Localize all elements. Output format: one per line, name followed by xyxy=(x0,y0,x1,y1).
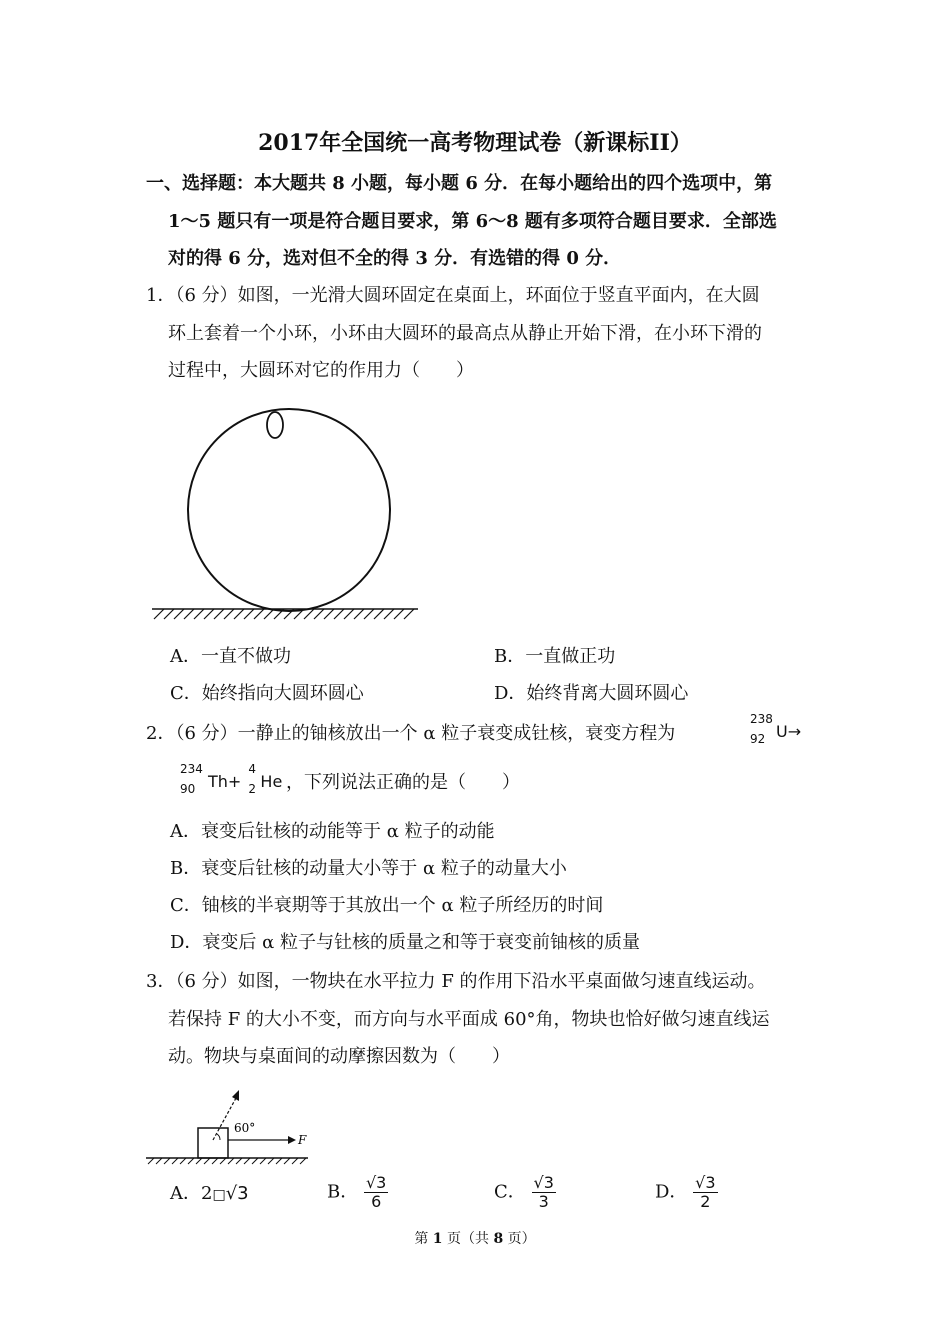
q1-stem-line-2: 环上套着一个小环，小环由大圆环的最高点从静止开始下滑，在小环下滑的 xyxy=(168,323,762,344)
thorium-mass-number: 234 xyxy=(180,762,203,776)
q1-option-a: A．一直不做功 xyxy=(170,646,291,667)
helium-symbol: He xyxy=(260,772,283,791)
angle-arc xyxy=(217,1134,220,1140)
q3-option-d-prefix: D． xyxy=(655,1181,688,1203)
q1-option-b: B．一直做正功 xyxy=(494,646,616,667)
page-footer xyxy=(0,1228,950,1248)
force-label: F xyxy=(298,1133,307,1147)
angle-label: 60° xyxy=(234,1121,256,1135)
q3-option-c-numerator: √3 xyxy=(533,1173,554,1192)
q2-stem-line-2: ，下列说法正确的是（ ） xyxy=(286,772,520,793)
q2-option-a: A．衰变后钍核的动能等于 α 粒子的动能 xyxy=(170,821,495,842)
section-instructions-line-3: 对的得 6 分，选对但不全的得 3 分．有选错的得 0 分． xyxy=(168,248,622,269)
q2-option-d: D．衰变后 α 粒子与钍核的质量之和等于衰变前铀核的质量 xyxy=(170,932,641,953)
q1-stem-line-3: 过程中，大圆环对它的作用力（ ） xyxy=(168,360,474,381)
footer-page-number: 1 xyxy=(432,1231,443,1247)
page-title: 2017年全国统一高考物理试卷（新课标II） xyxy=(258,130,692,156)
q3-option-a-box: □ xyxy=(212,1187,226,1203)
q1-option-d: D．始终背离大圆环圆心 xyxy=(494,683,689,704)
q3-stem-line-3: 动。物块与桌面间的动摩擦因数为（ ） xyxy=(168,1046,510,1067)
thorium-atomic-number: 90 xyxy=(180,782,196,796)
q3-option-d-numerator: √3 xyxy=(695,1173,716,1192)
large-ring xyxy=(188,409,390,611)
section-instructions-line-1: 一、选择题：本大题共 8 小题，每小题 6 分．在每小题给出的四个选项中，第 xyxy=(146,173,773,194)
q3-option-c-fraction xyxy=(532,1174,556,1211)
q3-option-b xyxy=(327,1174,388,1211)
q3-option-d-denominator: 2 xyxy=(700,1192,711,1211)
q1-option-c: C．始终指向大圆环圆心 xyxy=(170,683,364,704)
q3-option-c-prefix: C． xyxy=(494,1181,526,1203)
uranium-isotope xyxy=(750,712,802,752)
q3-option-c-denominator: 3 xyxy=(538,1192,549,1211)
q3-option-d xyxy=(655,1174,718,1211)
small-ring xyxy=(267,412,283,438)
decay-arrow: → xyxy=(787,722,802,741)
q3-option-b-denominator: 6 xyxy=(371,1192,382,1211)
helium-atomic-number: 2 xyxy=(248,782,257,796)
horizontal-force-arrowhead xyxy=(288,1136,296,1144)
q3-block-force-figure xyxy=(140,1084,320,1168)
q3-option-b-prefix: B． xyxy=(327,1181,359,1203)
q3-option-a xyxy=(170,1182,249,1207)
helium-mass-number: 4 xyxy=(248,762,257,776)
q1-circle-ring-figure xyxy=(140,400,430,628)
q3-stem-line-2: 若保持 F 的大小不变，而方向与水平面成 60°角，物块也恰好做匀速直线运 xyxy=(168,1009,770,1030)
footer-prefix: 第 xyxy=(414,1231,433,1247)
q3-option-a-prefix: A．2 xyxy=(170,1183,213,1204)
footer-total-pages: 8 xyxy=(493,1231,504,1247)
q1-stem-line-1: 1．（6 分）如图，一光滑大圆环固定在桌面上，环面位于竖直平面内，在大圆 xyxy=(146,285,760,306)
q3-option-b-numerator: √3 xyxy=(365,1173,387,1192)
uranium-symbol: U xyxy=(776,722,788,741)
section-instructions-line-2: 1～5 题只有一项是符合题目要求，第 6～8 题有多项符合题目要求．全部选 xyxy=(168,211,777,232)
q3-option-d-fraction xyxy=(693,1174,717,1211)
uranium-mass-number: 238 xyxy=(750,712,773,726)
plus-sign: + xyxy=(227,772,242,791)
q3-option-a-root: √3 xyxy=(225,1183,249,1204)
thorium-symbol: Th xyxy=(208,772,228,791)
block xyxy=(198,1128,228,1158)
q2-option-b: B．衰变后钍核的动量大小等于 α 粒子的动量大小 xyxy=(170,858,567,879)
uranium-atomic-number: 92 xyxy=(750,732,766,746)
q3-option-b-fraction xyxy=(364,1174,388,1211)
footer-mid: 页（共 xyxy=(442,1231,494,1247)
footer-suffix: 页） xyxy=(503,1231,536,1247)
angled-force-arrow xyxy=(213,1098,236,1140)
q3-stem-line-1: 3．（6 分）如图，一物块在水平拉力 F 的作用下沿水平桌面做匀速直线运动。 xyxy=(146,971,766,992)
q2-option-c: C．铀核的半衰期等于其放出一个 α 粒子所经历的时间 xyxy=(170,895,604,916)
ground-hatching xyxy=(148,1158,306,1164)
q3-option-c xyxy=(494,1174,556,1211)
thorium-helium-products xyxy=(180,762,283,802)
q2-stem-line-1: 2．（6 分）一静止的铀核放出一个 α 粒子衰变成钍核，衰变方程为 xyxy=(146,723,676,744)
